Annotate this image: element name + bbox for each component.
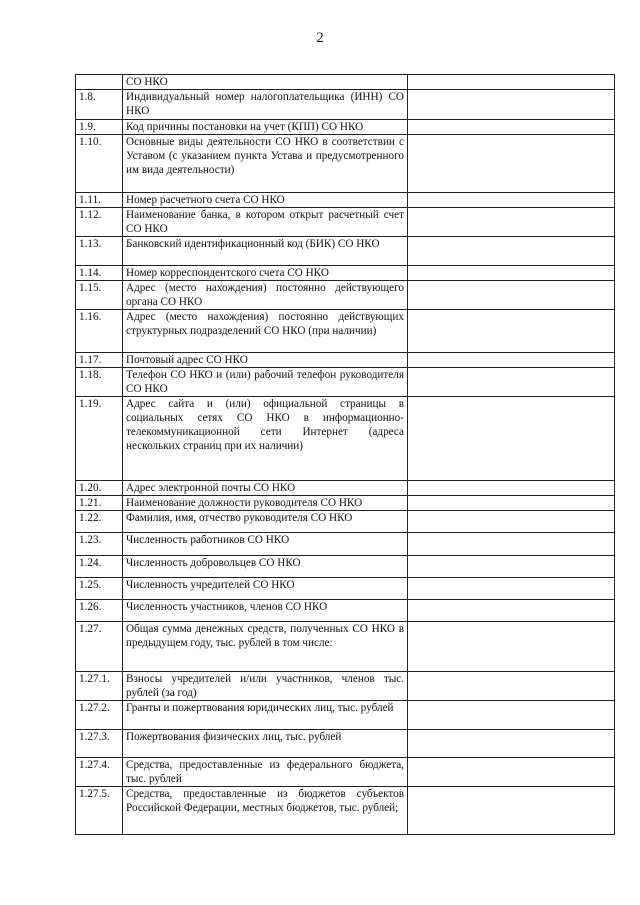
value-cell[interactable] <box>408 266 615 281</box>
row-label: Гранты и пожертвования юридических лиц, тыс. рублей <box>123 701 408 730</box>
row-label: Взносы учредителей и/или участников, членов тыс. рублей (за год) <box>123 672 408 701</box>
value-cell[interactable] <box>408 758 615 787</box>
table-row <box>76 672 615 701</box>
row-number: 1.22. <box>76 511 123 533</box>
row-label: Фамилия, имя, отчество руководителя СО НКО <box>123 511 408 533</box>
value-cell[interactable] <box>408 730 615 758</box>
row-label: Пожертвования физических лиц, тыс. рублей <box>123 730 408 758</box>
value-cell[interactable] <box>408 397 615 481</box>
value-cell[interactable] <box>408 622 615 672</box>
row-number: 1.9. <box>76 120 123 135</box>
row-label: Средства, предоставленные из бюджетов субъектов Российской Федерации, местных бюджетов, тыс. рублей; <box>123 787 408 835</box>
nko-info-table <box>75 74 615 835</box>
row-label: Средства, предоставленные из федерального бюджета, тыс. рублей <box>123 758 408 787</box>
row-label: Численность участников, членов СО НКО <box>123 600 408 622</box>
value-cell[interactable] <box>408 672 615 701</box>
row-number <box>76 75 123 90</box>
row-number: 1.8. <box>76 90 123 120</box>
row-number: 1.27.4. <box>76 758 123 787</box>
value-cell[interactable] <box>408 578 615 600</box>
row-label: Номер корреспондентского счета СО НКО <box>123 266 408 281</box>
table-row <box>76 701 615 730</box>
row-label: Общая сумма денежных средств, полученных СО НКО в предыдущем году, тыс. рублей в том числе: <box>123 622 408 672</box>
value-cell[interactable] <box>408 208 615 237</box>
row-label: СО НКО <box>123 75 408 90</box>
value-cell[interactable] <box>408 120 615 135</box>
value-cell[interactable] <box>408 353 615 368</box>
row-label: Адрес (место нахождения) постоянно действующего органа СО НКО <box>123 281 408 310</box>
value-cell[interactable] <box>408 310 615 353</box>
value-cell[interactable] <box>408 193 615 208</box>
table-row <box>76 533 615 556</box>
table-row <box>76 578 615 600</box>
table-row <box>76 193 615 208</box>
row-label: Банковский идентификационный код (БИК) СО НКО <box>123 237 408 266</box>
row-label: Телефон СО НКО и (или) рабочий телефон руководителя СО НКО <box>123 368 408 397</box>
table-row <box>76 481 615 496</box>
value-cell[interactable] <box>408 75 615 90</box>
row-number: 1.11. <box>76 193 123 208</box>
row-label: Наименование должности руководителя СО НКО <box>123 496 408 511</box>
table-row <box>76 353 615 368</box>
row-number: 1.19. <box>76 397 123 481</box>
value-cell[interactable] <box>408 368 615 397</box>
row-number: 1.12. <box>76 208 123 237</box>
table-row <box>76 787 615 835</box>
page-number: 2 <box>316 30 324 46</box>
value-cell[interactable] <box>408 496 615 511</box>
value-cell[interactable] <box>408 556 615 578</box>
table-row <box>76 90 615 120</box>
row-number: 1.17. <box>76 353 123 368</box>
table-row <box>76 600 615 622</box>
row-label: Численность учредителей СО НКО <box>123 578 408 600</box>
row-number: 1.16. <box>76 310 123 353</box>
table-row <box>76 75 615 90</box>
row-label: Основные виды деятельности СО НКО в соответствии с Уставом (с указанием пункта Устава и предусмотренного им вида деятельности) <box>123 135 408 193</box>
row-number: 1.24. <box>76 556 123 578</box>
row-label: Адрес (место нахождения) постоянно действующих структурных подразделений СО НКО (при наличии) <box>123 310 408 353</box>
table-row <box>76 368 615 397</box>
table-row <box>76 397 615 481</box>
row-number: 1.27.5. <box>76 787 123 835</box>
table-row <box>76 266 615 281</box>
row-number: 1.27.3. <box>76 730 123 758</box>
table-row <box>76 556 615 578</box>
value-cell[interactable] <box>408 787 615 835</box>
table-row <box>76 237 615 266</box>
row-label: Наименование банка, в котором открыт расчетный счет СО НКО <box>123 208 408 237</box>
table-body <box>76 75 615 835</box>
row-number: 1.27.1. <box>76 672 123 701</box>
row-number: 1.27.2. <box>76 701 123 730</box>
table-row <box>76 730 615 758</box>
table-row <box>76 310 615 353</box>
row-label: Номер расчетного счета СО НКО <box>123 193 408 208</box>
row-label: Код причины постановки на учет (КПП) СО НКО <box>123 120 408 135</box>
value-cell[interactable] <box>408 135 615 193</box>
value-cell[interactable] <box>408 511 615 533</box>
row-label: Численность работников СО НКО <box>123 533 408 556</box>
row-number: 1.21. <box>76 496 123 511</box>
row-label: Численность добровольцев СО НКО <box>123 556 408 578</box>
row-number: 1.15. <box>76 281 123 310</box>
row-label: Адрес электронной почты СО НКО <box>123 481 408 496</box>
row-label: Адрес сайта и (или) официальной страницы в социальных сетях СО НКО в информационно-телекоммуникационной сети Интернет (адреса нескольких страниц при их наличии) <box>123 397 408 481</box>
row-number: 1.23. <box>76 533 123 556</box>
value-cell[interactable] <box>408 281 615 310</box>
row-number: 1.13. <box>76 237 123 266</box>
row-label: Почтовый адрес СО НКО <box>123 353 408 368</box>
value-cell[interactable] <box>408 237 615 266</box>
table-row <box>76 281 615 310</box>
row-number: 1.25. <box>76 578 123 600</box>
table-row <box>76 622 615 672</box>
table-row <box>76 511 615 533</box>
table-row <box>76 496 615 511</box>
value-cell[interactable] <box>408 600 615 622</box>
value-cell[interactable] <box>408 701 615 730</box>
value-cell[interactable] <box>408 90 615 120</box>
row-number: 1.14. <box>76 266 123 281</box>
value-cell[interactable] <box>408 533 615 556</box>
row-number: 1.27. <box>76 622 123 672</box>
row-number: 1.18. <box>76 368 123 397</box>
row-number: 1.20. <box>76 481 123 496</box>
table-row <box>76 758 615 787</box>
row-number: 1.26. <box>76 600 123 622</box>
table-row <box>76 120 615 135</box>
table-row <box>76 208 615 237</box>
row-label: Индивидуальный номер налогоплательщика (ИНН) СО НКО <box>123 90 408 120</box>
table-row <box>76 135 615 193</box>
value-cell[interactable] <box>408 481 615 496</box>
row-number: 1.10. <box>76 135 123 193</box>
